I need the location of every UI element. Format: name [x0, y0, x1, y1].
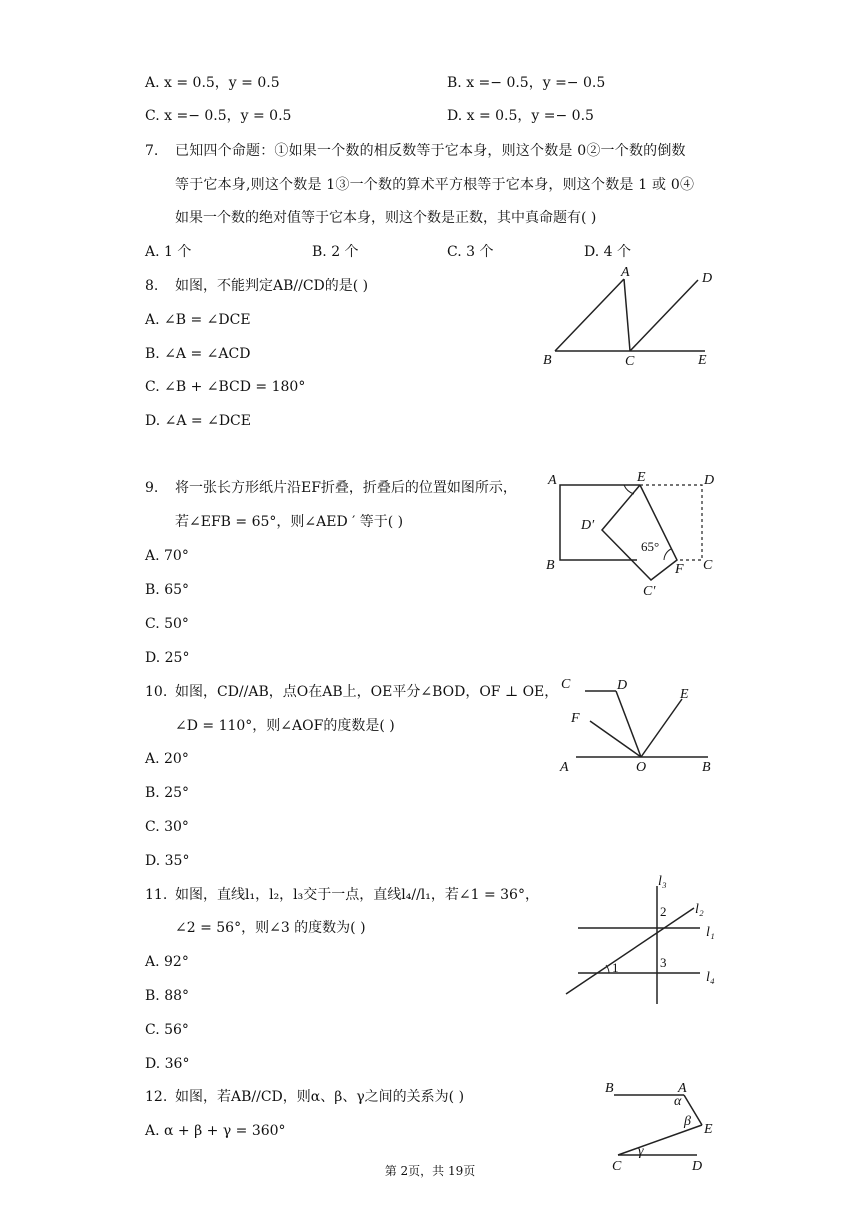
q11-angle-3: 3 — [660, 955, 667, 970]
q9-label-c-prime: C′ — [643, 584, 656, 599]
q10-label-b: B — [702, 760, 711, 775]
q11-figure — [560, 870, 725, 1005]
q12-gamma: γ — [638, 1144, 644, 1159]
q12-label-a: A — [678, 1081, 687, 1096]
q11-label-l2: l₂ — [695, 902, 704, 917]
q6-option-a: A. x = 0.5，y = 0.5 — [145, 75, 280, 91]
q9-label-f: F — [675, 562, 684, 577]
q9-label-c: C — [703, 558, 713, 573]
q8-option-b: B. ∠A = ∠ACD — [145, 346, 251, 362]
q7-stem-line2: 等于它本身,则这个数是 1③一个数的算术平方根等于它本身，则这个数是 1 或 0④ — [175, 177, 695, 193]
q8-option-d: D. ∠A = ∠DCE — [145, 413, 251, 429]
q9-label-b: B — [546, 558, 555, 573]
q10-stem-line1: 如图，CD//AB，点O在AB上，OE平分∠BOD，OF ⊥ OE， — [175, 684, 559, 700]
q7-number: 7. — [145, 143, 159, 159]
q9-label-d-prime: D′ — [581, 518, 595, 533]
q9-number: 9. — [145, 480, 159, 496]
q11-option-a: A. 92° — [145, 954, 189, 970]
q10-label-o: O — [636, 760, 647, 775]
q8-stem: 如图，不能判定AB//CD的是( ) — [175, 278, 369, 294]
q9-stem-line2: 若∠EFB = 65°，则∠AED ′ 等于( ) — [175, 514, 404, 530]
q11-stem-line1: 如图，直线l₁，l₂，l₃交于一点，直线l₄//l₁，若∠1 = 36°， — [175, 887, 539, 903]
q10-label-e: E — [680, 687, 689, 702]
q10-number: 10. — [145, 684, 168, 700]
q10-label-d: D — [617, 678, 628, 693]
q10-figure — [555, 675, 725, 780]
q8-label-e: E — [698, 353, 707, 368]
q9-label-a: A — [548, 473, 557, 488]
q8-label-a: A — [621, 265, 630, 280]
q12-figure — [600, 1075, 730, 1175]
q9-label-d: D — [704, 473, 715, 488]
q11-option-d: D. 36° — [145, 1056, 190, 1072]
q12-option-a: A. α + β + γ = 360° — [145, 1123, 286, 1139]
q8-number: 8. — [145, 278, 159, 294]
q6-option-c: C. x =− 0.5，y = 0.5 — [145, 108, 292, 124]
q9-option-d: D. 25° — [145, 650, 190, 666]
q10-option-d: D. 35° — [145, 853, 190, 869]
q10-stem-line2: ∠D = 110°，则∠AOF的度数是( ) — [175, 718, 395, 734]
q6-option-b: B. x =− 0.5，y =− 0.5 — [447, 75, 606, 91]
q10-option-a: A. 20° — [145, 751, 189, 767]
q12-label-d: D — [692, 1159, 703, 1174]
q7-stem-line1: 已知四个命题：①如果一个数的相反数等于它本身，则这个数是 0②一个数的倒数 — [175, 143, 686, 159]
q12-alpha: α — [674, 1094, 682, 1109]
q11-option-b: B. 88° — [145, 988, 190, 1004]
q8-label-b: B — [543, 353, 552, 368]
q7-stem-line3: 如果一个数的绝对值等于它本身，则这个数是正数，其中真命题有( ) — [175, 210, 597, 226]
q7-option-b: B. 2 个 — [312, 244, 359, 260]
q12-number: 12. — [145, 1089, 168, 1105]
q12-label-e: E — [704, 1122, 713, 1137]
q10-option-b: B. 25° — [145, 785, 190, 801]
q8-figure — [535, 262, 715, 372]
q9-option-b: B. 65° — [145, 582, 190, 598]
q10-option-c: C. 30° — [145, 819, 189, 835]
q9-figure — [540, 465, 720, 600]
q11-angle-1: 1 — [612, 960, 619, 975]
q9-option-a: A. 70° — [145, 548, 189, 564]
q9-stem-line1: 将一张长方形纸片沿EF折叠，折叠后的位置如图所示， — [175, 480, 517, 496]
q12-label-b: B — [605, 1081, 614, 1096]
q9-angle-label: 65° — [641, 539, 660, 554]
q6-option-d: D. x = 0.5，y =− 0.5 — [447, 108, 594, 124]
q8-label-c: C — [625, 354, 635, 369]
q12-label-c: C — [612, 1159, 622, 1174]
q9-label-e: E — [637, 470, 646, 485]
q11-option-c: C. 56° — [145, 1022, 189, 1038]
q8-label-d: D — [702, 271, 713, 286]
q11-stem-line2: ∠2 = 56°，则∠3 的度数为( ) — [175, 920, 366, 936]
q12-beta: β — [684, 1114, 691, 1129]
q7-option-c: C. 3 个 — [447, 244, 494, 260]
q11-label-l1: l₁ — [706, 925, 715, 940]
page-footer: 第 2页，共 19页 — [384, 1164, 476, 1178]
q8-option-a: A. ∠B = ∠DCE — [145, 312, 251, 328]
q11-label-l3: l₃ — [658, 874, 667, 889]
q8-option-c: C. ∠B + ∠BCD = 180° — [145, 379, 306, 395]
q10-label-f: F — [571, 711, 580, 726]
q10-label-a: A — [560, 760, 569, 775]
q11-number: 11. — [145, 887, 168, 903]
q12-stem: 如图，若AB//CD，则α、β、γ之间的关系为( ) — [175, 1089, 465, 1105]
q7-option-a: A. 1 个 — [145, 244, 192, 260]
q10-label-c: C — [561, 677, 571, 692]
q11-angle-2: 2 — [660, 904, 667, 919]
q9-option-c: C. 50° — [145, 616, 189, 632]
q7-option-d: D. 4 个 — [584, 244, 631, 260]
q11-label-l4: l₄ — [706, 970, 715, 985]
